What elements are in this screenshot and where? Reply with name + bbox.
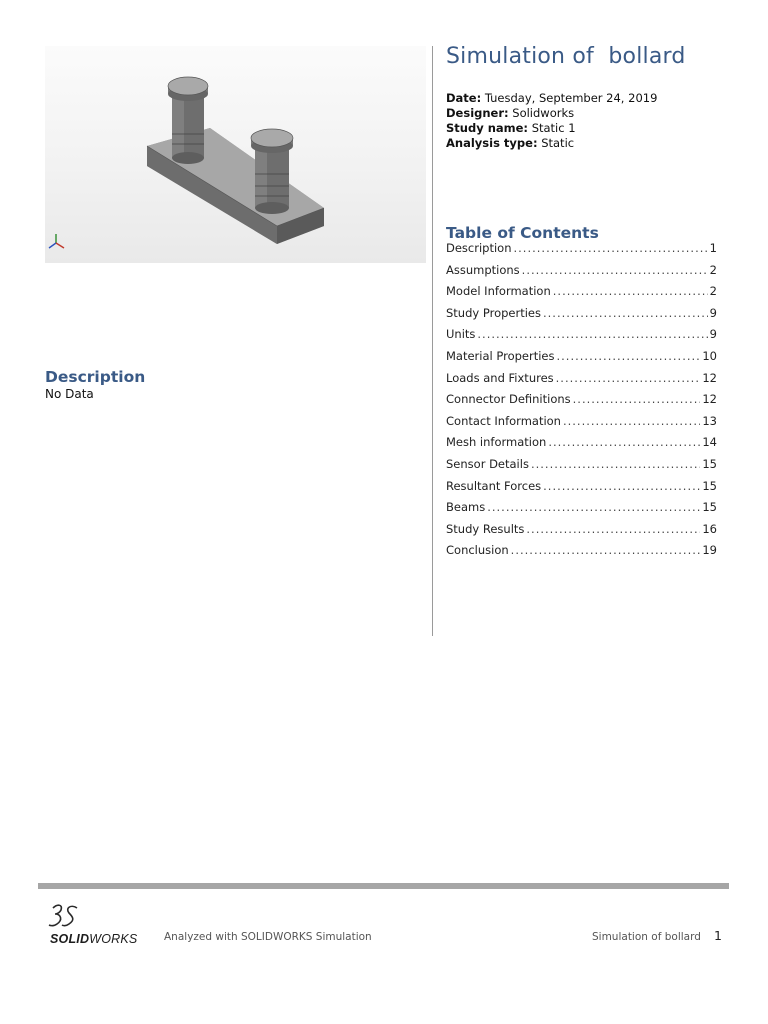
brand-regular: WORKS	[89, 932, 138, 946]
toc-label: Contact Information	[446, 413, 561, 428]
toc-entry-description[interactable]	[446, 241, 717, 263]
toc-entry-connector-definitions[interactable]	[446, 392, 717, 414]
meta-designer-label: Designer:	[446, 106, 509, 120]
toc-label: Conclusion	[446, 543, 509, 558]
toc-label: Connector Definitions	[446, 392, 571, 407]
solidworks-3ds-logo-icon	[47, 902, 81, 932]
meta-analysis-type	[446, 136, 657, 151]
toc-page-number: 13	[702, 413, 717, 428]
toc-entry-assumptions[interactable]	[446, 263, 717, 285]
toc-leader	[556, 371, 701, 385]
toc-label: Assumptions	[446, 262, 520, 277]
toc-label: Resultant Forces	[446, 478, 542, 493]
meta-designer-value: Solidworks	[512, 106, 575, 120]
meta-date-label: Date:	[446, 91, 482, 105]
toc-label: Material Properties	[446, 348, 555, 363]
meta-date	[446, 91, 657, 106]
toc-label: Units	[446, 327, 476, 342]
meta-study-name-value: Static 1	[531, 121, 576, 135]
footer-document-title: Simulation of bollard	[592, 931, 701, 943]
toc-page-number: 16	[702, 521, 717, 536]
toc-leader	[563, 414, 700, 428]
toc-leader	[477, 327, 707, 341]
toc-leader	[487, 500, 700, 514]
toc-entry-study-results[interactable]	[446, 522, 717, 544]
toc-page-number: 12	[702, 392, 717, 407]
toc-page-number: 9	[709, 305, 717, 320]
toc-leader	[514, 241, 708, 255]
toc-label: Study Properties	[446, 305, 541, 320]
toc-page-number: 10	[702, 348, 717, 363]
solidworks-logo	[45, 902, 155, 948]
toc-list	[446, 241, 717, 565]
toc-entry-loads-and-fixtures[interactable]	[446, 371, 717, 393]
footer-page-number: 1	[714, 928, 722, 943]
meta-analysis-type-label: Analysis type:	[446, 136, 538, 150]
bollard-model-image	[45, 46, 426, 263]
toc-leader	[531, 457, 700, 471]
toc-leader	[522, 263, 708, 277]
toc-leader	[548, 435, 700, 449]
toc-label: Study Results	[446, 521, 525, 536]
toc-entry-contact-information[interactable]	[446, 414, 717, 436]
toc-label: Model Information	[446, 284, 551, 299]
meta-designer	[446, 106, 657, 121]
toc-entry-beams[interactable]	[446, 500, 717, 522]
meta-study-name	[446, 121, 657, 136]
toc-entry-units[interactable]	[446, 327, 717, 349]
toc-label: Description	[446, 241, 512, 255]
toc-page-number: 15	[702, 500, 717, 515]
toc-page-number: 2	[709, 284, 717, 299]
brand-bold: SOLID	[50, 932, 90, 946]
toc-label: Mesh information	[446, 435, 547, 450]
toc-label: Loads and Fixtures	[446, 370, 554, 385]
toc-entry-mesh-information[interactable]	[446, 435, 717, 457]
toc-leader	[553, 284, 708, 298]
toc-page-number: 15	[702, 456, 717, 471]
toc-leader	[557, 349, 701, 363]
toc-entry-resultant-forces[interactable]	[446, 479, 717, 501]
toc-entry-conclusion[interactable]	[446, 543, 717, 565]
column-divider	[432, 46, 433, 636]
description-heading: Description	[45, 368, 146, 386]
toc-entry-material-properties[interactable]	[446, 349, 717, 371]
description-body: No Data	[45, 387, 94, 401]
toc-page-number: 2	[709, 262, 717, 277]
toc-page-number: 14	[702, 435, 717, 450]
toc-page-number: 1	[709, 241, 717, 255]
toc-page-number: 15	[702, 478, 717, 493]
report-title: Simulation of bollard	[446, 44, 686, 69]
meta-analysis-type-value: Static	[541, 136, 575, 150]
brand-wordmark	[50, 932, 137, 946]
footer-rule	[38, 883, 729, 889]
footer-analyzed-note: Analyzed with SOLIDWORKS Simulation	[164, 931, 372, 943]
toc-heading: Table of Contents	[446, 224, 599, 242]
toc-page-number: 9	[709, 327, 717, 342]
toc-page-number: 19	[702, 543, 717, 558]
toc-leader	[526, 522, 700, 536]
toc-leader	[543, 479, 700, 493]
meta-date-value: Tuesday, September 24, 2019	[484, 91, 658, 105]
toc-page-number: 12	[702, 370, 717, 385]
toc-entry-study-properties[interactable]	[446, 306, 717, 328]
toc-entry-model-information[interactable]	[446, 284, 717, 306]
toc-label: Sensor Details	[446, 456, 529, 471]
toc-label: Beams	[446, 500, 486, 515]
toc-entry-sensor-details[interactable]	[446, 457, 717, 479]
triad-axis-icon	[49, 234, 64, 248]
toc-leader	[573, 392, 701, 406]
meta-study-name-label: Study name:	[446, 121, 529, 135]
report-metadata	[446, 91, 657, 151]
toc-leader	[511, 543, 701, 557]
toc-leader	[543, 306, 708, 320]
